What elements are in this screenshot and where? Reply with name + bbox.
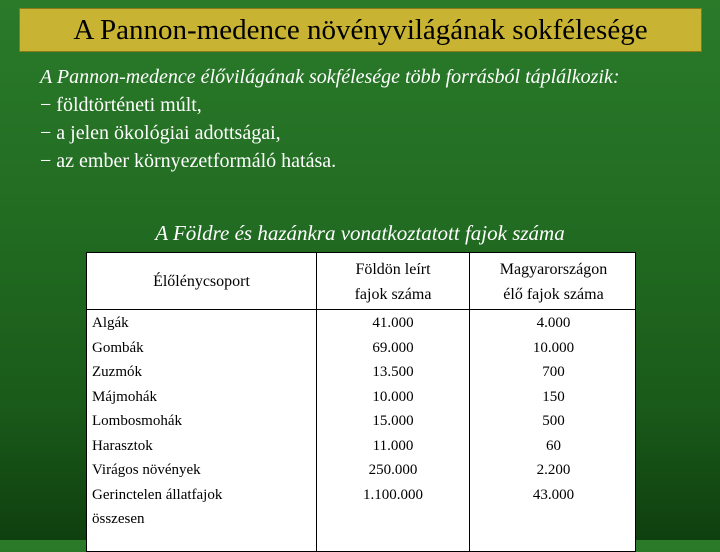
intro-text xyxy=(40,63,690,175)
group-cell: Gombák xyxy=(92,339,144,356)
world-cell: 11.000 xyxy=(372,437,414,454)
world-cell: 1.100.000 xyxy=(363,486,423,503)
group-column xyxy=(92,311,222,532)
header-group-label: Élőlénycsoport xyxy=(153,273,250,290)
species-table xyxy=(86,252,636,552)
header-hungary-line1: Magyarországon xyxy=(499,260,608,278)
hungary-cell: 60 xyxy=(546,437,561,454)
world-cell: 41.000 xyxy=(372,315,414,331)
intro-item: − a jelen ökológiai adottságai, xyxy=(40,122,281,144)
world-column xyxy=(317,311,469,507)
header-world-line2: fajok száma xyxy=(354,285,432,303)
group-cell: Zuzmók xyxy=(92,364,142,380)
group-cell: Virágos növények xyxy=(92,462,201,478)
intro-lead: A Pannon-medence élővilágának sokfélesége több forrásból táplálkozik: xyxy=(40,66,620,88)
group-cell: Lombosmohák xyxy=(92,413,182,429)
world-cell: 69.000 xyxy=(372,339,414,356)
header-hungary xyxy=(470,253,637,310)
intro-item: − az ember környezetformáló hatása. xyxy=(40,150,337,172)
group-cell: Májmohák xyxy=(92,388,157,405)
hungary-cell: 500 xyxy=(542,413,565,429)
group-cell: összesen xyxy=(92,511,145,527)
title-bar xyxy=(19,8,702,52)
hungary-cell: 2.200 xyxy=(536,462,571,478)
group-cell: Gerinctelen állatfajok xyxy=(92,486,223,503)
table-header xyxy=(87,253,635,310)
hungary-cell: 10.000 xyxy=(532,339,575,356)
header-world-line1: Földön leírt xyxy=(355,260,431,278)
header-hungary-line2: élő fajok száma xyxy=(503,285,604,303)
group-cell: Harasztok xyxy=(92,437,153,454)
hungary-cell: 43.000 xyxy=(532,486,575,503)
world-cell: 10.000 xyxy=(372,388,414,405)
slide-title: A Pannon-medence növényvilágának sokfélesége xyxy=(73,13,648,46)
header-world xyxy=(317,253,469,310)
group-cell: Algák xyxy=(92,315,129,331)
world-cell: 15.000 xyxy=(372,413,414,429)
hungary-cell: 700 xyxy=(542,364,565,380)
world-cell: 250.000 xyxy=(368,462,418,478)
hungary-cell: 4.000 xyxy=(536,315,571,331)
intro-item: − földtörténeti múlt, xyxy=(40,94,202,116)
hungary-cell: 150 xyxy=(542,388,565,405)
header-group xyxy=(87,253,316,310)
table-title: A Földre és hazánkra vonatkoztatott fajok száma xyxy=(155,221,565,245)
world-cell: 13.500 xyxy=(372,364,414,380)
hungary-column xyxy=(470,311,637,507)
